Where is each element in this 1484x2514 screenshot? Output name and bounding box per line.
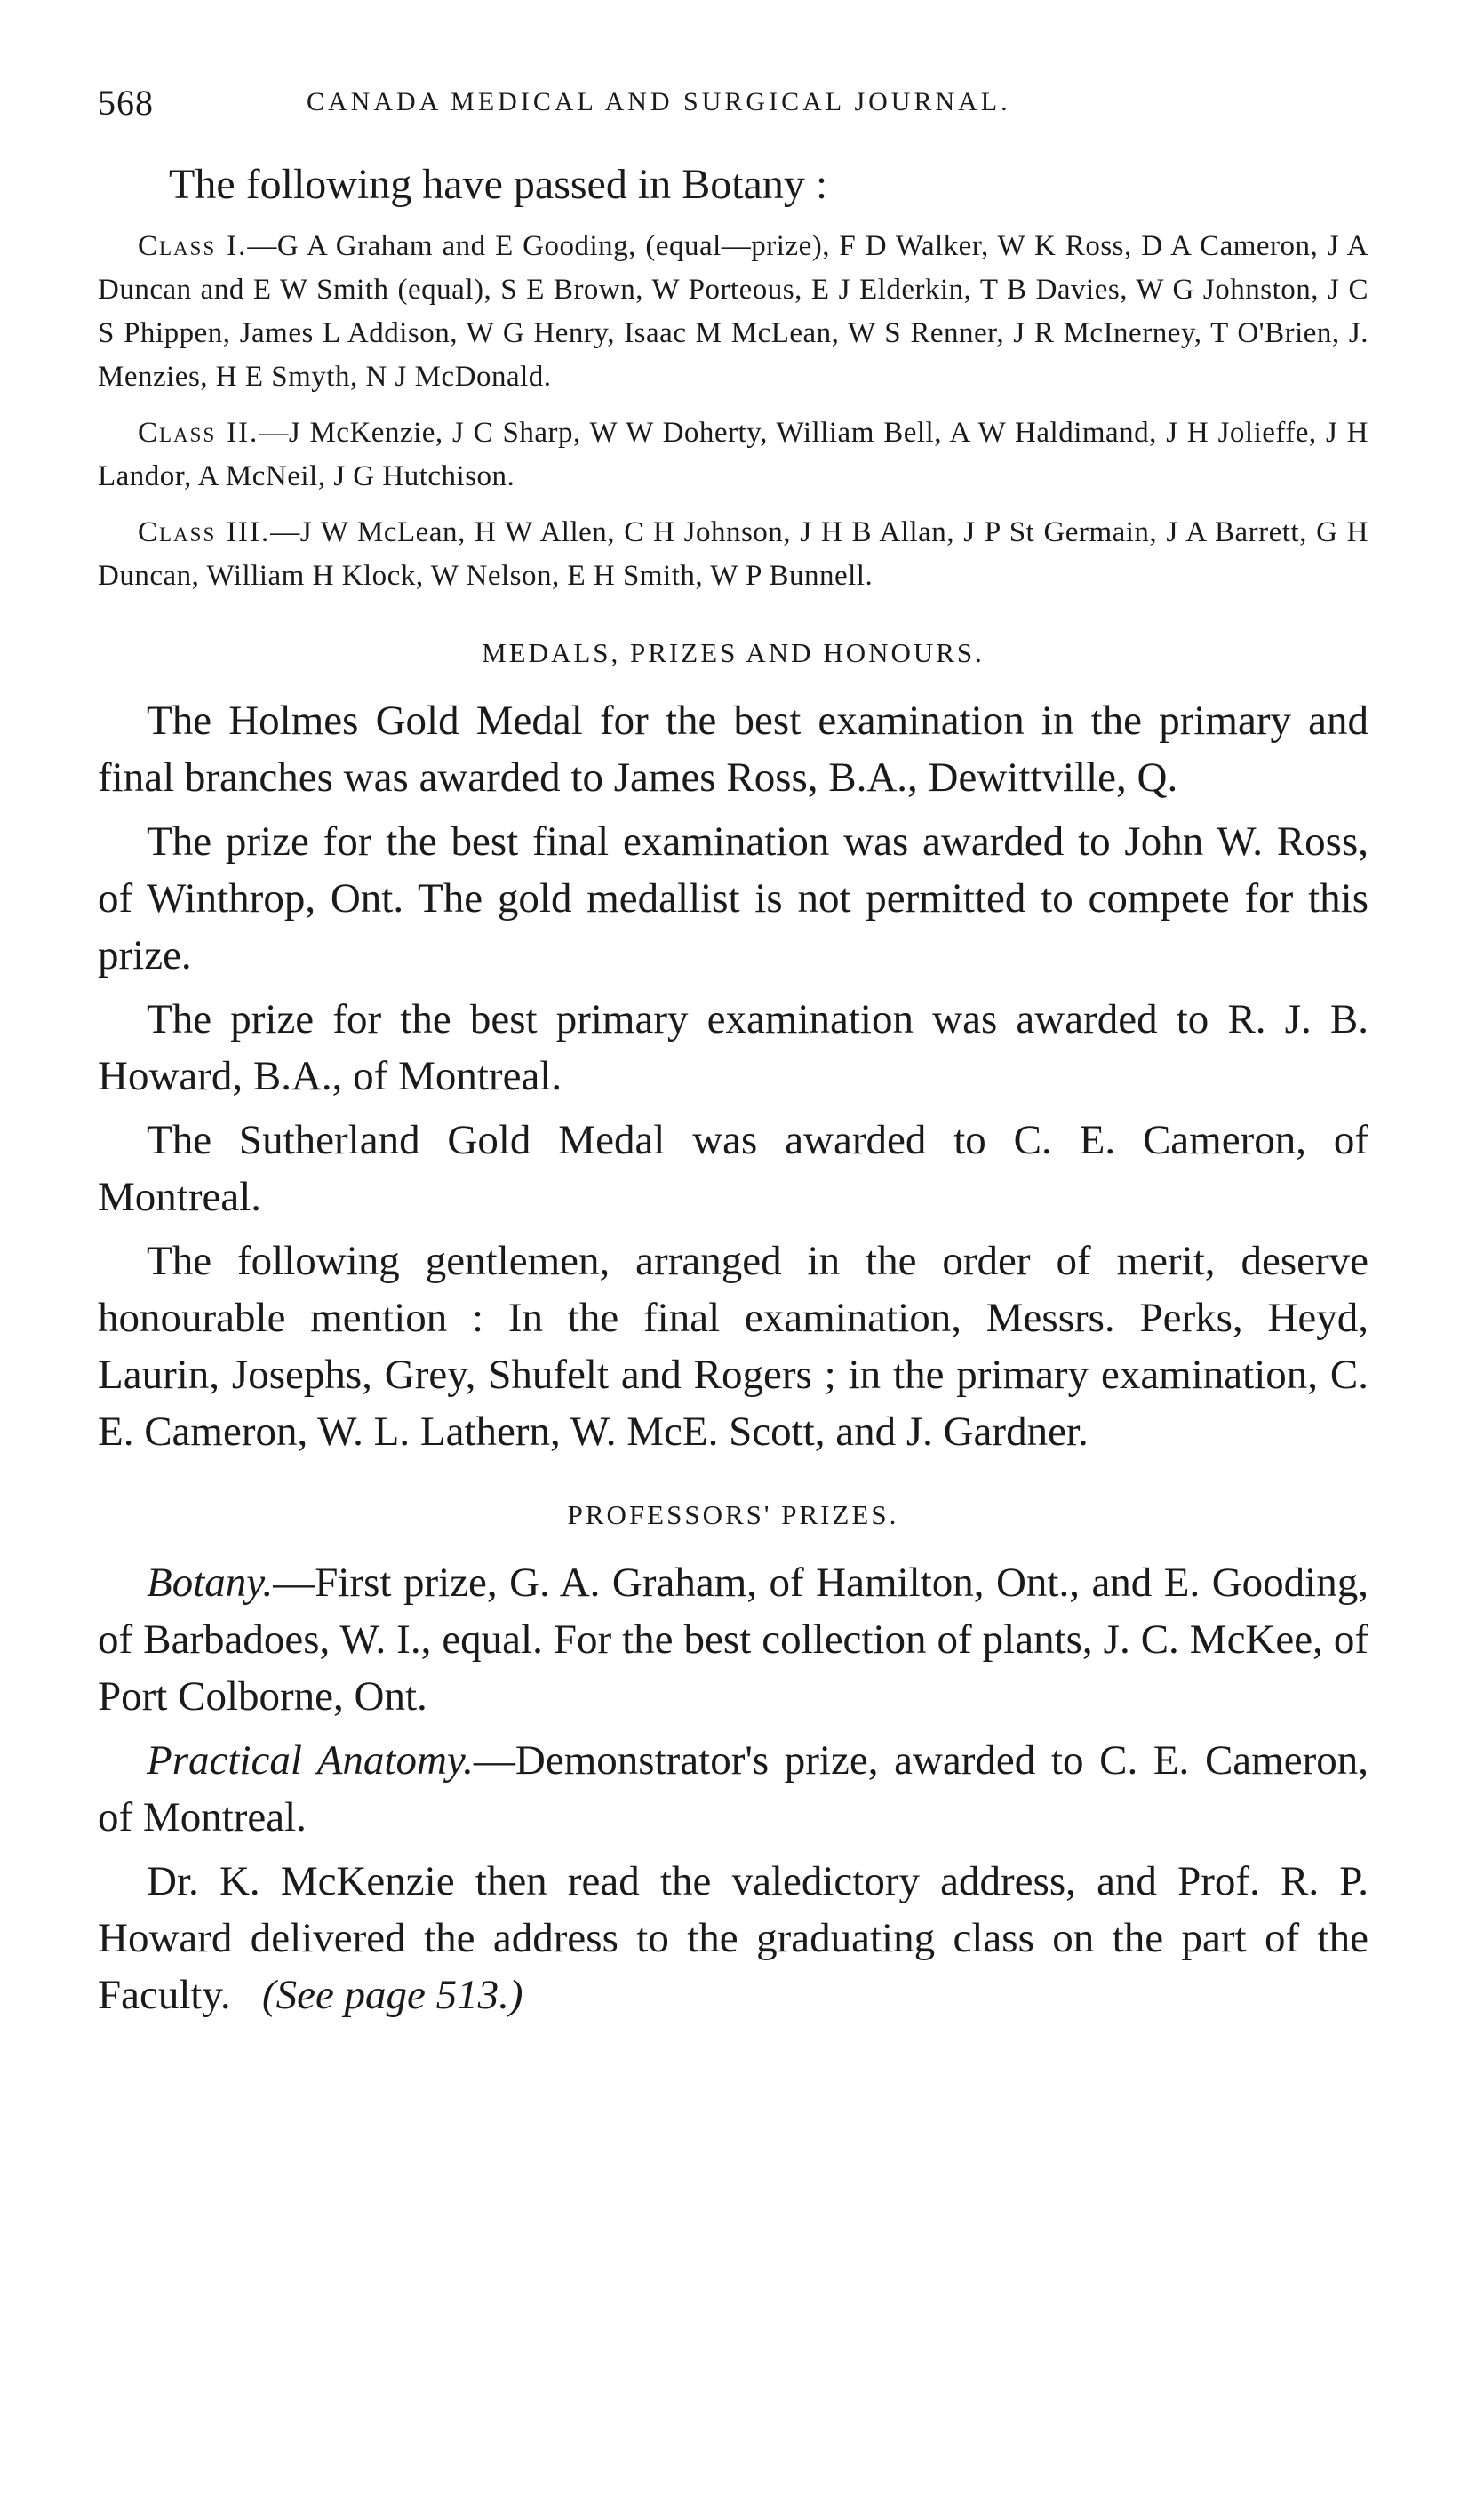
running-title: CANADA MEDICAL AND SURGICAL JOURNAL. [307, 87, 1011, 116]
class-list [98, 511, 1368, 598]
section-heading-medals: MEDALS, PRIZES AND HONOURS. [482, 637, 985, 668]
professor-prize-paragraph [98, 1554, 1368, 1725]
running-header [98, 71, 1368, 124]
prize-subject: Practical Anatomy. [147, 1737, 474, 1784]
section-heading-professors: PROFESSORS' PRIZES. [567, 1499, 899, 1530]
prize-text: —First prize, G. A. Graham, of Hamilton, Ont., and E. Gooding, of Barbadoes, W. I., equal. For the best collection of plants, J. C. McKee, of Port Colborne, Ont. [98, 1560, 1368, 1720]
page-reference: (See page 513.) [261, 1972, 523, 2018]
botany-intro: The following have passed in Botany : [169, 161, 828, 208]
medal-paragraph: The Sutherland Gold Medal was awarded to C. E. Cameron, of Montreal. [98, 1117, 1368, 1220]
page [98, 71, 1368, 2031]
medal-paragraph: The Holmes Gold Medal for the best examination in the primary and final branches was awarded to James Ross, B.A., Dewittville, Q. [98, 698, 1368, 801]
class-label: Class III. [138, 516, 271, 548]
page-number: 568 [98, 83, 154, 123]
prize-subject: Botany. [147, 1560, 274, 1606]
class-label: Class I. [138, 230, 248, 262]
class-names: —J McKenzie, J C Sharp, W W Doherty, William Bell, A W Haldimand, J H Jolieffe, J H Landor, A McNeil, J G Hutchison. [98, 417, 1368, 492]
class-list [98, 411, 1368, 499]
medal-paragraph: The prize for the best final examination was awarded to John W. Ross, of Winthrop, Ont. The gold medallist is not permitted to compete for this prize. [98, 818, 1368, 978]
class-list [98, 225, 1368, 399]
professor-prize-paragraph [98, 1732, 1368, 1846]
prize-text: —Demonstrator's prize, awarded to C. E. Cameron, of Montreal. [98, 1737, 1368, 1840]
medal-paragraph: The following gentlemen, arranged in the order of merit, deserve honourable mention : In the final examination, Messrs. Perks, Heyd, Laurin, Josephs, Grey, Shufelt and Rogers ; in the primary examination, C. E. Cameron, W. L. Lathern, W. McE. Scott, and J. Gardner. [98, 1238, 1368, 1455]
class-names: —G A Graham and E Gooding, (equal—prize), F D Walker, W K Ross, D A Cameron, J A Duncan and E W Smith (equal), S E Brown, W Porteous, E J Elderkin, T B Davies, W G Johnston, J C S Phippen, James L Addison, W G Henry, Isaac M McLean, W S Renner, J R McInerney, T O'Brien, J. Menzies, H E Smyth, N J McDonald. [98, 230, 1368, 393]
class-names: —J W McLean, H W Allen, C H Johnson, J H B Allan, J P St Germain, J A Barrett, G H Duncan, William H Klock, W Nelson, E H Smith, W P Bunnell. [98, 516, 1368, 592]
closing-paragraph [98, 1853, 1368, 2023]
closing-text: Dr. K. McKenzie then read the valedictory address, and Prof. R. P. Howard delivered the address to the graduating class on the part of the Faculty. [98, 1858, 1368, 2018]
medal-paragraph: The prize for the best primary examination was awarded to R. J. B. Howard, B.A., of Montreal. [98, 996, 1368, 1099]
class-label: Class II. [138, 417, 259, 449]
